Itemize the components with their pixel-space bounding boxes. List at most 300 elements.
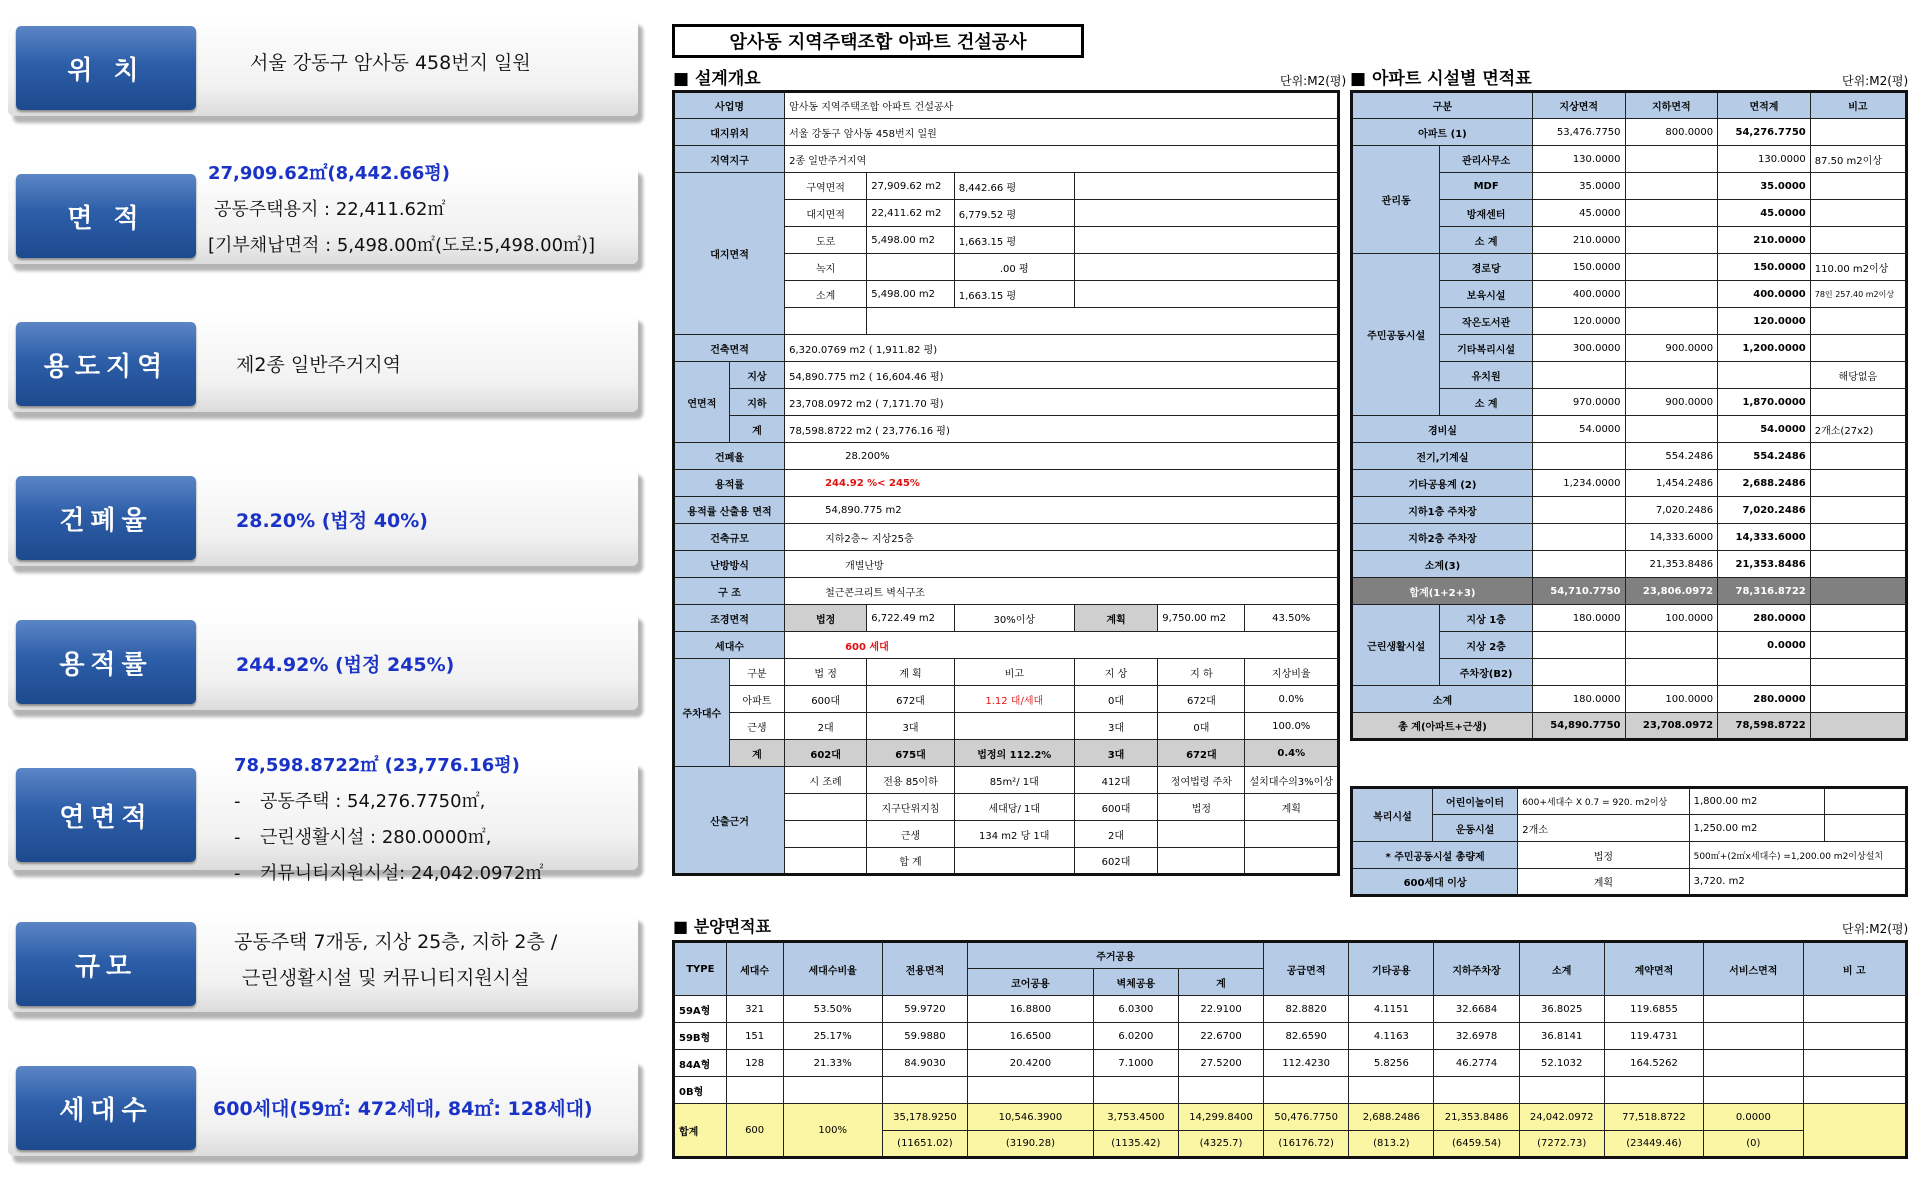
table-cell: 0.0%	[1245, 686, 1339, 713]
zoning-value: 제2종 일반주거지역	[236, 354, 401, 376]
table-cell: 어린이놀이터	[1432, 788, 1517, 815]
table-cell: 벽체공용	[1093, 969, 1178, 996]
table-cell: 0.4%	[1245, 740, 1339, 767]
table-cell: 면적계	[1718, 92, 1811, 119]
table-cell	[1825, 815, 1907, 842]
table-cell: 28.200%	[785, 443, 1339, 470]
table-cell	[867, 254, 955, 281]
table-cell: 1,454.2486	[1625, 470, 1718, 497]
table-cell	[1625, 416, 1718, 443]
card-households	[8, 1058, 638, 1156]
table-cell: 100%	[783, 1104, 882, 1158]
table-cell: 지역지구	[674, 146, 785, 173]
table-cell: 22.6700	[1178, 1023, 1263, 1050]
table-cell	[1625, 362, 1718, 389]
table-cell: 672대	[1158, 686, 1245, 713]
table-cell	[1074, 281, 1338, 308]
scale-line-1: 공동주택 7개동, 지상 25층, 지하 2층 /	[234, 931, 558, 953]
table-cell: 0대	[1158, 713, 1245, 740]
table-cell	[785, 794, 867, 821]
table-cell: 계획	[1074, 605, 1158, 632]
table-cell: 554.2486	[1625, 443, 1718, 470]
table-cell	[1532, 497, 1625, 524]
table-cell: 근생	[867, 821, 955, 848]
table-cell: 지하2층~ 지상25층	[785, 524, 1339, 551]
table-cell	[1810, 335, 1906, 362]
table-cell: 개별난방	[785, 551, 1339, 578]
table-cell: 54.0000	[1532, 416, 1625, 443]
table-cell: 계	[1178, 969, 1263, 996]
table-cell: 120.0000	[1532, 308, 1625, 335]
table-cell: 23,708.0972 m2 ( 7,171.70 평)	[785, 389, 1339, 416]
welfare-table	[1350, 786, 1908, 897]
table-row	[674, 1104, 1907, 1131]
area-table	[1350, 90, 1908, 741]
table-cell: 전용 85이하	[867, 767, 955, 794]
table-cell: (23449.46)	[1604, 1131, 1703, 1158]
table-cell	[1810, 551, 1906, 578]
card-location	[8, 18, 638, 116]
table-cell: 59A형	[674, 996, 727, 1023]
table-row	[1352, 578, 1907, 605]
table-cell: 50,476.7750	[1264, 1104, 1349, 1131]
table-cell: 3대	[1074, 740, 1158, 767]
table-cell: 78,598.8722 m2 ( 23,776.16 평)	[785, 416, 1339, 443]
table-cell: 1.12 대/세대	[954, 686, 1074, 713]
table-cell: 건축규모	[674, 524, 785, 551]
gross-total: 78,598.8722㎡ (23,776.16평)	[234, 755, 520, 776]
table-cell: 정여법령 주차	[1158, 767, 1245, 794]
table-cell: 59.9880	[882, 1023, 967, 1050]
table-cell	[1532, 659, 1625, 686]
table-cell: 철근콘크리트 벽식구조	[785, 578, 1339, 605]
table-cell	[968, 1077, 1094, 1104]
table-cell	[785, 821, 867, 848]
table-cell: 세대수	[726, 942, 783, 996]
table-cell: 유치원	[1440, 362, 1533, 389]
table-cell: 54,890.775 m2 ( 16,604.46 평)	[785, 362, 1339, 389]
table-cell: 합계	[674, 1104, 727, 1158]
table-cell: (813.2)	[1349, 1131, 1434, 1158]
table-cell	[785, 848, 867, 875]
table-cell: 녹지	[785, 254, 867, 281]
table-row	[674, 659, 1339, 686]
table-cell: 2,688.2486	[1349, 1104, 1434, 1131]
table-cell: 32.6684	[1434, 996, 1519, 1023]
table-cell: 계약면적	[1604, 942, 1703, 996]
table-cell: 세대당/ 1대	[954, 794, 1074, 821]
table-cell: 20.4200	[968, 1050, 1094, 1077]
table-cell: 300.0000	[1532, 335, 1625, 362]
table-cell	[1245, 821, 1339, 848]
table-cell: 54.0000	[1718, 416, 1811, 443]
table-cell: 건축면적	[674, 335, 785, 362]
table-cell: 59B형	[674, 1023, 727, 1050]
table-cell: 164.5262	[1604, 1050, 1703, 1077]
table-cell	[1810, 524, 1906, 551]
table-cell: 100.0%	[1245, 713, 1339, 740]
table-cell: 54,710.7750	[1532, 578, 1625, 605]
table-cell: 경로당	[1440, 254, 1533, 281]
table-cell	[1810, 659, 1906, 686]
table-cell: 계획	[1518, 869, 1689, 896]
table-cell: 구분	[729, 659, 784, 686]
table-cell: 6,320.0769 m2 ( 1,911.82 평)	[785, 335, 1339, 362]
table-cell: 서비스면적	[1704, 942, 1803, 996]
table-cell: 지하면적	[1625, 92, 1718, 119]
table-cell	[1810, 443, 1906, 470]
table-cell: 주민공동시설	[1352, 254, 1440, 416]
table-cell: 600대	[785, 686, 867, 713]
table-cell: 59.9720	[882, 996, 967, 1023]
table-cell: 6.0300	[1093, 996, 1178, 1023]
table-row	[674, 767, 1339, 794]
gross-community: 커뮤니티지원시설: 24,042.0972㎡	[260, 863, 544, 884]
table-cell	[1625, 146, 1718, 173]
table-cell: 6,779.52 평	[954, 200, 1074, 227]
table-cell: 21,353.8486	[1718, 551, 1811, 578]
table-cell	[1810, 173, 1906, 200]
table-cell	[1532, 443, 1625, 470]
section-area: ■ 아파트 시설별 면적표	[1350, 69, 1532, 89]
table-cell: 경비실	[1352, 416, 1533, 443]
table-row	[1352, 842, 1907, 869]
households-value: 600세대(59㎡: 472세대, 84㎡: 128세대)	[213, 1098, 593, 1120]
table-cell: 합 계	[867, 848, 955, 875]
table-row	[674, 443, 1339, 470]
table-cell	[1810, 686, 1906, 713]
table-cell: (6459.54)	[1434, 1131, 1519, 1158]
table-cell: 소 계	[1440, 389, 1533, 416]
table-cell: 85m²/ 1대	[954, 767, 1074, 794]
table-cell	[1810, 578, 1906, 605]
table-row	[1352, 497, 1907, 524]
table-cell	[726, 1077, 783, 1104]
table-cell: 23,806.0972	[1625, 578, 1718, 605]
table-cell: 27.5200	[1178, 1050, 1263, 1077]
table-cell	[1704, 1050, 1803, 1077]
table-cell: 35,178.9250	[882, 1104, 967, 1131]
table-cell: 주거공용	[968, 942, 1264, 969]
table-cell	[1803, 1104, 1907, 1158]
table-cell: 280.0000	[1718, 605, 1811, 632]
table-cell: 53,476.7750	[1532, 119, 1625, 146]
table-row	[674, 497, 1339, 524]
table-cell	[1803, 1023, 1907, 1050]
table-cell: 600+세대수 X 0.7 = 920. m2이상	[1518, 788, 1689, 815]
table-cell: 4.1151	[1349, 996, 1434, 1023]
table-cell: 지상비율	[1245, 659, 1339, 686]
table-cell: 7.1000	[1093, 1050, 1178, 1077]
table-cell: 법 정	[785, 659, 867, 686]
table-cell	[954, 848, 1074, 875]
table-cell: 소계	[785, 281, 867, 308]
table-cell: 2개소(27x2)	[1810, 416, 1906, 443]
table-cell: 600세대 이상	[1352, 869, 1518, 896]
table-cell: 672대	[1158, 740, 1245, 767]
table-cell	[1074, 254, 1338, 281]
table-cell	[1803, 1077, 1907, 1104]
table-cell: 78인 257.40 m2이상	[1810, 281, 1906, 308]
location-value: 서울 강동구 암사동 458번지 일원	[250, 52, 531, 74]
table-cell	[1704, 996, 1803, 1023]
table-cell: 800.0000	[1625, 119, 1718, 146]
doc-title: 암사동 지역주택조합 아파트 건설공사	[672, 24, 1084, 58]
table-cell	[1158, 821, 1245, 848]
table-cell	[1810, 119, 1906, 146]
table-cell	[1704, 1077, 1803, 1104]
table-cell: (11651.02)	[882, 1131, 967, 1158]
design-table	[672, 90, 1340, 876]
table-cell	[1810, 308, 1906, 335]
table-cell: 321	[726, 996, 783, 1023]
table-cell: 600	[726, 1104, 783, 1158]
table-row	[1352, 524, 1907, 551]
table-row	[674, 942, 1907, 969]
table-cell	[1625, 308, 1718, 335]
table-cell	[1625, 173, 1718, 200]
table-cell: 3대	[867, 713, 955, 740]
table-cell: 해당없음	[1810, 362, 1906, 389]
table-cell: 54,276.7750	[1718, 119, 1811, 146]
table-cell: 35.0000	[1718, 173, 1811, 200]
table-cell: 210.0000	[1532, 227, 1625, 254]
table-row	[674, 551, 1339, 578]
table-cell: 120.0000	[1718, 308, 1811, 335]
table-cell: 지상 1층	[1440, 605, 1533, 632]
table-cell: 지하주차장	[1434, 942, 1519, 996]
table-cell: 작은도서관	[1440, 308, 1533, 335]
table-cell: 500㎡+(2㎡x세대수) =1,200.00 m2이상설치	[1689, 842, 1906, 869]
table-cell: 2,688.2486	[1718, 470, 1811, 497]
table-cell: 기타공용	[1349, 942, 1434, 996]
table-cell: 54,890.7750	[1532, 713, 1625, 740]
table-cell	[1810, 632, 1906, 659]
table-cell: 21.33%	[783, 1050, 882, 1077]
table-row	[1352, 470, 1907, 497]
gross-neighborhood: 근린생활시설 : 280.0000㎡,	[260, 827, 492, 848]
section-sale: ■ 분양면적표	[673, 917, 771, 936]
table-cell: 5,498.00 m2	[867, 281, 955, 308]
table-cell: 36.8025	[1519, 996, 1604, 1023]
table-cell: 1,663.15 평	[954, 281, 1074, 308]
table-cell	[1718, 362, 1811, 389]
table-cell: MDF	[1440, 173, 1533, 200]
table-row	[674, 578, 1339, 605]
table-cell: 8,442.66 평	[954, 173, 1074, 200]
table-row	[1352, 815, 1907, 842]
table-cell: 10,546.3900	[968, 1104, 1094, 1131]
table-cell	[1704, 1023, 1803, 1050]
table-cell: 3,720. m2	[1689, 869, 1906, 896]
table-cell: 지하	[729, 389, 784, 416]
table-cell: 전기,기계실	[1352, 443, 1533, 470]
table-cell: 554.2486	[1718, 443, 1811, 470]
table-cell: 180.0000	[1532, 686, 1625, 713]
table-row	[674, 1050, 1907, 1077]
table-row	[674, 389, 1339, 416]
table-cell: 아파트 (1)	[1352, 119, 1533, 146]
table-cell: 대지면적	[785, 200, 867, 227]
table-cell	[783, 1077, 882, 1104]
table-cell: 412대	[1074, 767, 1158, 794]
table-row	[674, 335, 1339, 362]
table-cell	[1625, 281, 1718, 308]
table-cell: 계	[729, 740, 784, 767]
table-cell: 21,353.8486	[1625, 551, 1718, 578]
card-label: 건폐율	[16, 476, 196, 560]
table-cell: 공급면적	[1264, 942, 1349, 996]
gross-housing: 공동주택 : 54,276.7750㎡,	[260, 791, 486, 812]
table-row	[674, 686, 1339, 713]
table-cell: 16.6500	[968, 1023, 1094, 1050]
table-cell	[1803, 1050, 1907, 1077]
table-cell: 9,750.00 m2	[1158, 605, 1245, 632]
table-cell: 130.0000	[1532, 146, 1625, 173]
table-row	[674, 362, 1339, 389]
table-cell: 5,498.00 m2	[867, 227, 955, 254]
table-cell: 소계	[1352, 686, 1533, 713]
table-cell: 소계(3)	[1352, 551, 1533, 578]
table-cell: 지 상	[1074, 659, 1158, 686]
table-cell	[1074, 173, 1338, 200]
table-row	[1352, 605, 1907, 632]
table-cell: 22,411.62 m2	[867, 200, 955, 227]
table-cell: 지상	[729, 362, 784, 389]
table-cell: 세대수	[674, 632, 785, 659]
table-cell: 900.0000	[1625, 335, 1718, 362]
table-cell: 근생	[729, 713, 784, 740]
table-cell	[1810, 389, 1906, 416]
table-cell: 방재센터	[1440, 200, 1533, 227]
table-cell: 비고	[1810, 92, 1906, 119]
table-cell	[785, 308, 867, 335]
table-cell: 82.6590	[1264, 1023, 1349, 1050]
table-cell: 1,870.0000	[1718, 389, 1811, 416]
table-cell: 5.8256	[1349, 1050, 1434, 1077]
table-cell: 서울 강동구 암사동 458번지 일원	[785, 119, 1339, 146]
table-cell: 소 계	[1440, 227, 1533, 254]
table-cell: 코어공용	[968, 969, 1094, 996]
table-cell: 구 조	[674, 578, 785, 605]
table-cell: 14,333.6000	[1625, 524, 1718, 551]
table-row	[1352, 254, 1907, 281]
table-cell: 계	[729, 416, 784, 443]
table-cell	[1625, 254, 1718, 281]
table-cell: 43.50%	[1245, 605, 1339, 632]
table-cell	[1434, 1077, 1519, 1104]
table-cell: 1,663.15 평	[954, 227, 1074, 254]
table-cell: 운동시설	[1432, 815, 1517, 842]
card-gross-area: 연면적 78,598.8722㎡ (23,776.16평) - 공동주택 : 54,276.7750㎡, - 근린생활시설 : 280.0000㎡, - 커뮤니티지원시설: 24,042.0972㎡	[8, 760, 638, 870]
table-row	[1352, 146, 1907, 173]
table-cell: 52.1032	[1519, 1050, 1604, 1077]
table-cell: 0B형	[674, 1077, 727, 1104]
table-row	[1352, 92, 1907, 119]
table-cell: 110.00 m2이상	[1810, 254, 1906, 281]
table-cell: 지구단위지침	[867, 794, 955, 821]
table-cell: 0대	[1074, 686, 1158, 713]
table-cell: 675대	[867, 740, 955, 767]
table-cell: 30%이상	[954, 605, 1074, 632]
table-cell: 78,316.8722	[1718, 578, 1811, 605]
table-cell: 산출근거	[674, 767, 785, 875]
table-cell: 27,909.62 m2	[867, 173, 955, 200]
table-cell: 602대	[785, 740, 867, 767]
unit-label: 단위:M2(평)	[1842, 74, 1909, 88]
table-cell: 주차대수	[674, 659, 730, 767]
table-cell: 400.0000	[1532, 281, 1625, 308]
table-cell: 22.9100	[1178, 996, 1263, 1023]
table-cell: 사업명	[674, 92, 785, 119]
table-cell: 78,598.8722	[1718, 713, 1811, 740]
table-cell: 84.9030	[882, 1050, 967, 1077]
card-bcr	[8, 468, 638, 566]
table-cell: 14,333.6000	[1718, 524, 1811, 551]
table-cell: 53.50%	[783, 996, 882, 1023]
table-cell	[867, 308, 1339, 335]
table-cell: 조경면적	[674, 605, 785, 632]
table-cell: 아파트	[729, 686, 784, 713]
table-cell: 구분	[1352, 92, 1533, 119]
table-cell	[1074, 227, 1338, 254]
table-cell: (0)	[1704, 1131, 1803, 1158]
table-cell: 지하1층 주차장	[1352, 497, 1533, 524]
table-cell: 합계(1+2+3)	[1352, 578, 1533, 605]
table-cell	[1625, 632, 1718, 659]
table-cell: 151	[726, 1023, 783, 1050]
table-cell: 난방방식	[674, 551, 785, 578]
table-cell	[1604, 1077, 1703, 1104]
table-cell: 36.8141	[1519, 1023, 1604, 1050]
table-row	[674, 996, 1907, 1023]
table-cell: 대지면적	[674, 173, 785, 335]
table-cell	[1718, 659, 1811, 686]
far-value: 244.92% (법정 245%)	[236, 654, 455, 676]
table-cell: 54,890.775 m2	[785, 497, 1339, 524]
table-cell: 0.0000	[1704, 1104, 1803, 1131]
table-row	[1352, 788, 1907, 815]
table-cell: 602대	[1074, 848, 1158, 875]
table-cell: 112.4230	[1264, 1050, 1349, 1077]
table-cell	[1825, 788, 1907, 815]
table-row	[674, 146, 1339, 173]
table-cell: .00 평	[954, 254, 1074, 281]
table-row	[674, 632, 1339, 659]
table-cell: (3190.28)	[968, 1131, 1094, 1158]
table-row	[674, 740, 1339, 767]
table-cell: 180.0000	[1532, 605, 1625, 632]
table-cell: 32.6978	[1434, 1023, 1519, 1050]
table-cell: 134 m2 당 1대	[954, 821, 1074, 848]
table-cell: 210.0000	[1718, 227, 1811, 254]
table-cell	[1349, 1077, 1434, 1104]
table-cell: 법정	[1518, 842, 1689, 869]
table-cell: 건폐율	[674, 443, 785, 470]
table-cell	[1625, 227, 1718, 254]
table-row	[674, 605, 1339, 632]
table-row	[674, 470, 1339, 497]
table-cell: 총 계(아파트+근생)	[1352, 713, 1533, 740]
table-cell: 25.17%	[783, 1023, 882, 1050]
unit-label: 단위:M2(평)	[1842, 922, 1909, 936]
table-cell: 14,299.8400	[1178, 1104, 1263, 1131]
table-cell: 77,518.8722	[1604, 1104, 1703, 1131]
table-row	[1352, 416, 1907, 443]
table-cell	[1810, 227, 1906, 254]
table-cell: 100.0000	[1625, 605, 1718, 632]
table-cell: 3,753.4500	[1093, 1104, 1178, 1131]
